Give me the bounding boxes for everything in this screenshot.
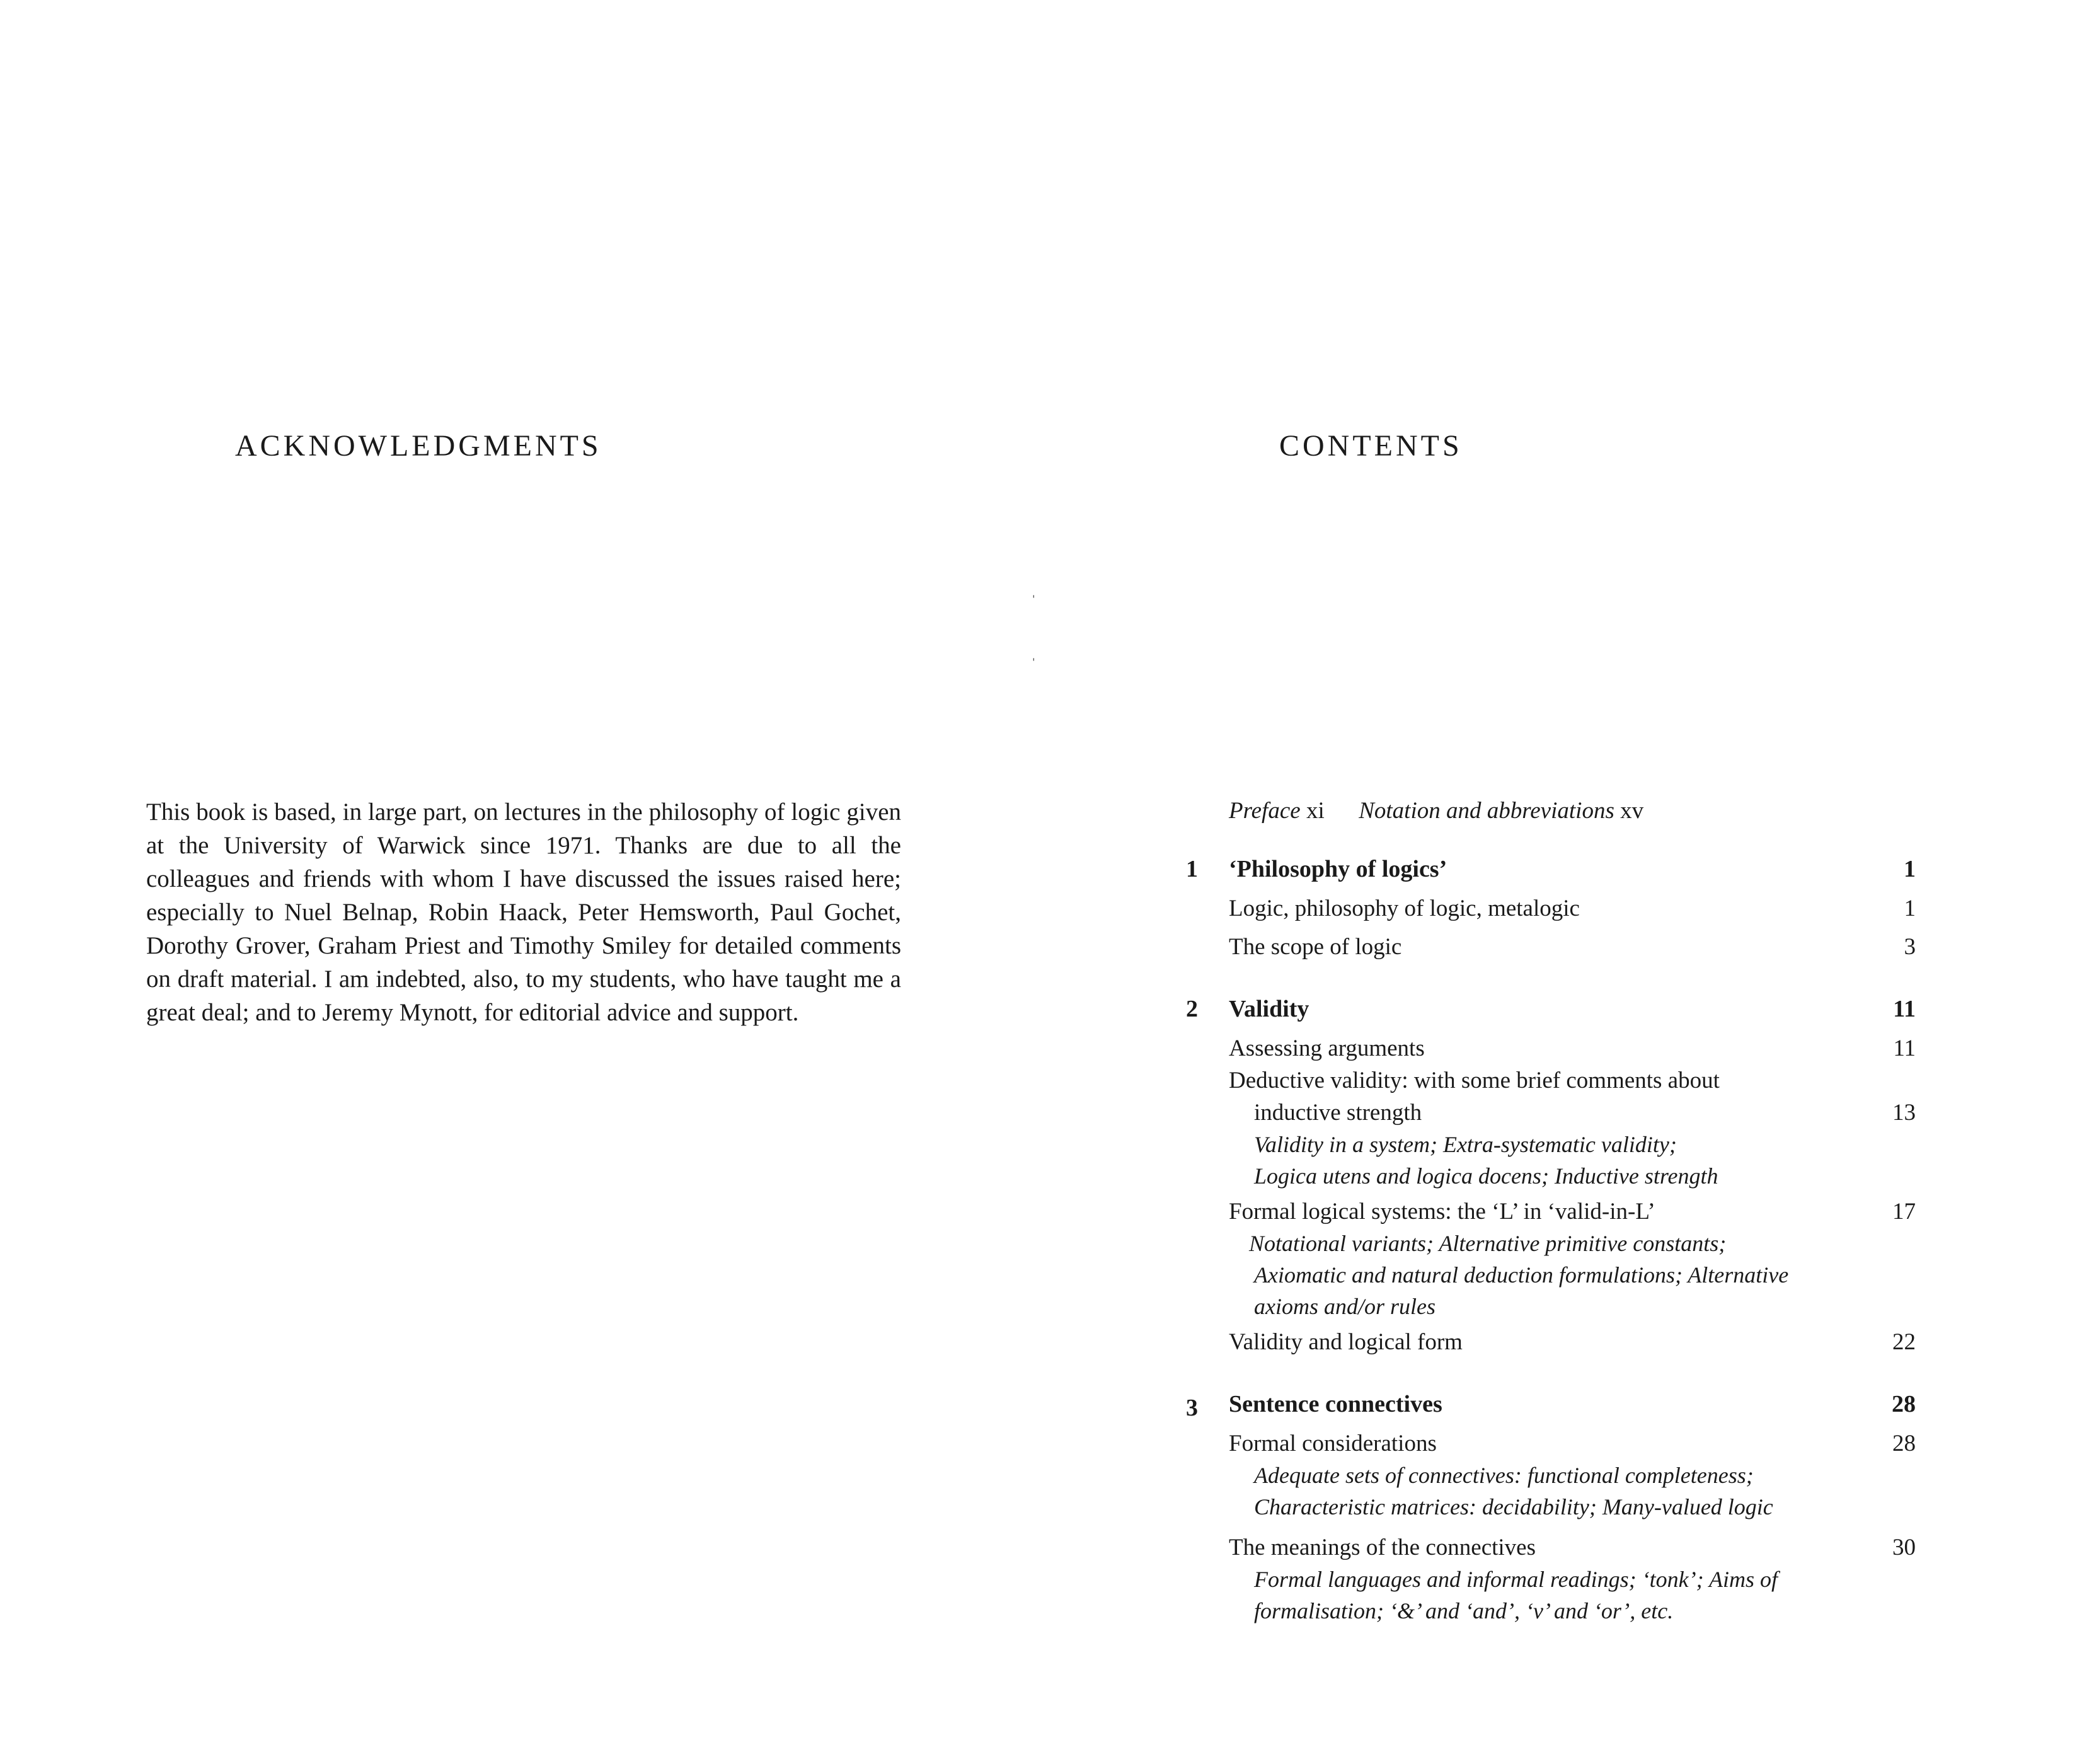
- chapter-page: 28: [1892, 1391, 1916, 1417]
- section-row: [1229, 1032, 1916, 1064]
- section-page: 22: [1892, 1329, 1916, 1355]
- section-row: [1229, 1427, 1916, 1460]
- contents-heading: CONTENTS: [1279, 429, 1463, 463]
- section-row: [1229, 1196, 1916, 1228]
- chapter-heading: [1186, 993, 1916, 1025]
- chapter-number: 1: [1186, 856, 1198, 882]
- section-page: 28: [1892, 1431, 1916, 1456]
- section-title: Assessing arguments: [1229, 1035, 1425, 1061]
- section-row: [1229, 1531, 1916, 1564]
- acknowledgments-body: This book is based, in large part, on lectures in the philosophy of logic given at the University of Warwick since 1971. Thanks are due to all the colleagues and friends with whom I have discussed the issues raised here; especially to Nuel Belnap, Robin Haack, Peter Hemsworth, Paul Gochet, Dorothy Grover, Graham Priest and Timothy Smiley for detailed comments on draft material. I am indebted, also, to my students, who have taught me a great deal; and to Jeremy Mynott, for editorial advice and support.: [146, 798, 901, 1026]
- section-subtopics: [1229, 1564, 1872, 1627]
- subtopics-line: Adequate sets of connectives: functional completeness;: [1254, 1463, 1754, 1488]
- left-page: [0, 0, 1033, 1764]
- gutter-speck: ˌ: [1031, 580, 1037, 598]
- chapter-number: 2: [1186, 996, 1198, 1022]
- preface-page: xi: [1306, 798, 1325, 824]
- chapter-heading: [1186, 853, 1916, 885]
- section-title: Formal logical systems: the ‘L’ in ‘valid-in-L’: [1229, 1199, 1655, 1225]
- notation-label: Notation and abbreviations: [1359, 798, 1614, 824]
- acknowledgments-heading: ACKNOWLEDGMENTS: [235, 429, 602, 463]
- section-row: [1229, 931, 1916, 963]
- section-row: [1229, 1064, 1916, 1129]
- subtopics-line: Validity in a system; Extra-systematic validity;: [1254, 1132, 1677, 1157]
- chapter-heading: [1186, 1388, 1916, 1421]
- subtopics-line: axioms and/or rules: [1254, 1294, 1435, 1319]
- subtopics-line: Notational variants; Alternative primitive constants;: [1249, 1231, 1727, 1256]
- subtopics-line: Axiomatic and natural deduction formulations; Alternative: [1254, 1262, 1789, 1288]
- section-page: 17: [1892, 1199, 1916, 1225]
- toc-chapter-2: [1186, 993, 1916, 1358]
- subtopics-line: Characteristic matrices: decidability; Many-valued logic: [1254, 1494, 1773, 1519]
- section-subtopics: [1229, 1460, 1872, 1523]
- section-title: Formal considerations: [1229, 1431, 1437, 1456]
- section-title-line: inductive strength: [1254, 1100, 1422, 1126]
- chapter-title: Sentence connectives: [1229, 1391, 1442, 1417]
- section-page: 13: [1892, 1100, 1916, 1126]
- section-subtopics: [1229, 1228, 1867, 1322]
- chapter-page: 1: [1904, 856, 1916, 882]
- subtopics-line: Formal languages and informal readings; ‘tonk’; Aims of: [1254, 1567, 1778, 1592]
- preface-label: Preface: [1229, 798, 1301, 824]
- chapter-title: Validity: [1229, 996, 1309, 1022]
- section-page: 3: [1904, 934, 1916, 960]
- section-row: [1229, 1326, 1916, 1358]
- toc-chapter-3: [1186, 1388, 1916, 1627]
- section-title: [1229, 1064, 1859, 1129]
- section-subtopics: [1229, 1129, 1872, 1192]
- subtopics-line: formalisation; ‘&’ and ‘and’, ‘v’ and ‘or’, etc.: [1254, 1598, 1674, 1623]
- toc-prelims: [1229, 797, 1859, 824]
- section-page: 1: [1904, 896, 1916, 921]
- chapter-number: 3: [1186, 1395, 1198, 1421]
- section-title: Logic, philosophy of logic, metalogic: [1229, 896, 1580, 921]
- section-page: 30: [1892, 1535, 1916, 1560]
- notation-page: xv: [1620, 798, 1644, 824]
- section-page: 11: [1893, 1035, 1916, 1061]
- chapter-page: 11: [1893, 996, 1916, 1022]
- toc-chapter-1: [1186, 853, 1916, 963]
- subtopics-line: Logica utens and logica docens; Inductive strength: [1254, 1163, 1718, 1189]
- gutter-speck: ˌ: [1031, 643, 1037, 661]
- right-page: [1033, 0, 2077, 1764]
- table-of-contents: [1186, 797, 1916, 1657]
- section-row: [1229, 892, 1916, 925]
- section-title: The scope of logic: [1229, 934, 1402, 960]
- section-title-line: Deductive validity: with some brief comments about: [1229, 1068, 1720, 1093]
- section-title: The meanings of the connectives: [1229, 1535, 1536, 1560]
- chapter-title: ‘Philosophy of logics’: [1229, 856, 1447, 882]
- section-title: Validity and logical form: [1229, 1329, 1463, 1355]
